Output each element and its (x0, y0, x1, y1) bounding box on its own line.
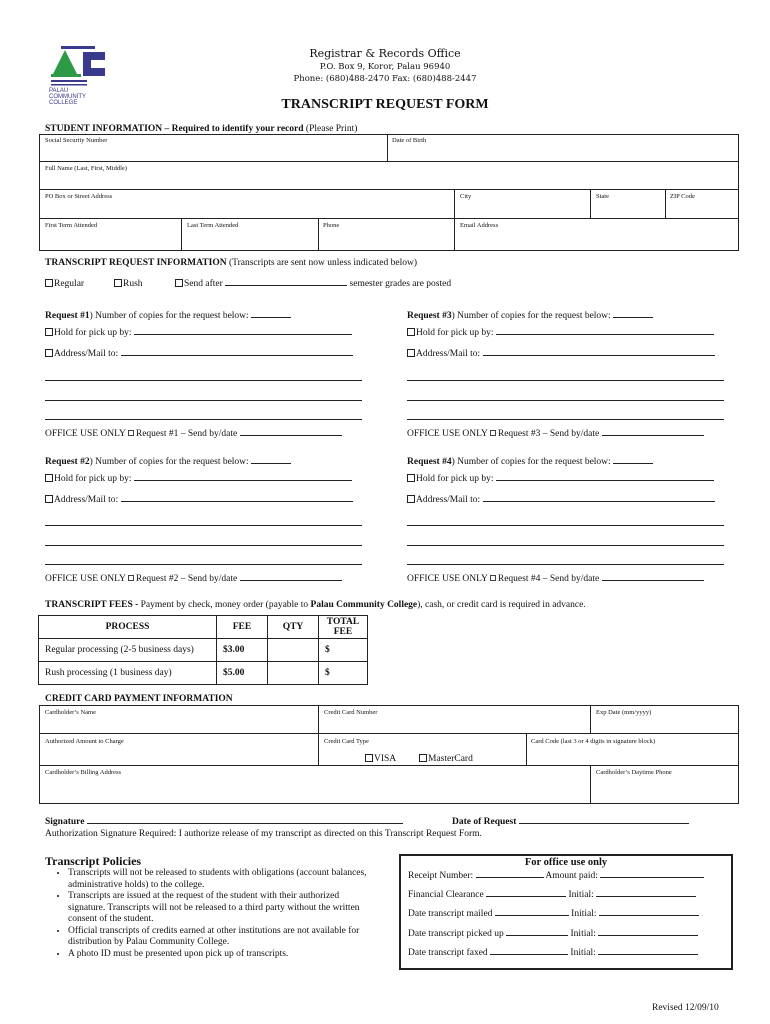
request-4-mail[interactable] (407, 495, 715, 505)
address-line[interactable] (407, 380, 724, 381)
request-heading (45, 258, 417, 268)
divider (387, 134, 388, 161)
page-title: TRANSCRIPT REQUEST FORM (281, 97, 489, 112)
card-type-label: Credit Card Type (324, 738, 369, 745)
policy-item: • Transcripts will not be released to students with obligations (account balances, administrative holds) to the college. (68, 868, 368, 891)
address-line[interactable] (45, 380, 362, 381)
clearance-label: Financial Clearance (408, 890, 484, 900)
student-heading (45, 124, 357, 134)
initial-input[interactable] (598, 935, 698, 936)
request-3-label: Request #3 (407, 311, 452, 321)
request-4-label: Request #4 (407, 457, 452, 467)
office-name: Registrar & Records Office (309, 47, 461, 60)
send-by-input[interactable] (602, 435, 704, 436)
initial-input[interactable] (598, 954, 698, 955)
request-2-copies (45, 457, 291, 467)
copies-label: ) Number of copies for the request below: (89, 457, 249, 467)
fee-cell: $3.00 (217, 639, 268, 662)
logo-text (49, 88, 86, 106)
address-line[interactable] (407, 545, 724, 546)
amount-input[interactable] (600, 877, 704, 878)
request-2-label: Request #2 (45, 457, 90, 467)
request-2-office (45, 574, 342, 584)
column-header: TOTAL FEE (319, 616, 368, 639)
picked-label: Date transcript picked up (408, 929, 504, 939)
divider (39, 161, 739, 162)
checkbox-icon[interactable] (407, 328, 415, 336)
divider (454, 189, 455, 251)
divider (39, 733, 739, 734)
divider (665, 189, 666, 218)
logo-text-line: COMMUNITY (49, 94, 86, 100)
fees-heading-college: Palau Community College (310, 600, 418, 610)
faxed-input[interactable] (490, 954, 568, 955)
copies-input[interactable] (251, 317, 291, 318)
hold-label: Hold for pick up by: (54, 474, 132, 484)
picked-input[interactable] (506, 935, 568, 936)
hold-input[interactable] (496, 334, 714, 335)
office-use-label: OFFICE USE ONLY (45, 429, 126, 439)
hold-input[interactable] (134, 334, 352, 335)
checkbox-icon[interactable] (175, 279, 183, 287)
logo-text-line: COLLEGE (49, 100, 78, 106)
receipt-row (408, 871, 704, 881)
address-line[interactable] (407, 419, 724, 420)
total-cell[interactable]: $ (319, 662, 368, 685)
regular-option[interactable] (45, 279, 84, 289)
address-line[interactable] (45, 400, 362, 401)
rush-option[interactable] (114, 279, 143, 289)
office-phone: Phone: (680)488-2470 Fax: (680)488-2447 (293, 74, 477, 84)
signature-label: Signature (45, 817, 85, 827)
office-use-label: OFFICE USE ONLY (407, 429, 488, 439)
send-by-label: Request #2 – Send by/date (135, 574, 238, 584)
checkbox-icon[interactable] (407, 349, 415, 357)
initial-label: Initial: (568, 890, 594, 900)
ssn-field[interactable]: Social Security Number (45, 137, 108, 144)
checkbox-icon[interactable] (128, 430, 134, 436)
copies-label: ) Number of copies for the request below: (89, 311, 249, 321)
last-term-field[interactable]: Last Term Attended (187, 222, 239, 229)
student-info-grid (39, 134, 739, 251)
divider (318, 705, 319, 766)
checkbox-icon[interactable] (114, 279, 122, 287)
credit-heading: CREDIT CARD PAYMENT INFORMATION (45, 694, 233, 704)
faxed-label: Date transcript faxed (408, 948, 488, 958)
request-3-copies (407, 311, 653, 321)
divider (590, 705, 591, 733)
request-1-copies (45, 311, 291, 321)
copies-input[interactable] (251, 463, 291, 464)
send-by-input[interactable] (602, 580, 704, 581)
card-code-field[interactable]: Card Code (last 3 or 4 digits in signature block) (531, 738, 656, 745)
checkbox-icon[interactable] (407, 495, 415, 503)
divider (39, 189, 739, 190)
table-row (39, 662, 368, 685)
hold-label: Hold for pick up by: (54, 328, 132, 338)
logo-text-line: PALAU (49, 88, 69, 94)
divider (39, 765, 739, 766)
initial-label: Initial: (571, 909, 597, 919)
hold-input[interactable] (134, 480, 352, 481)
policies-title: Transcript Policies (45, 854, 142, 868)
picked-row (408, 929, 698, 939)
mail-input[interactable] (483, 501, 715, 502)
address-line[interactable] (45, 419, 362, 420)
date-request-input[interactable] (519, 823, 689, 824)
copies-label: ) Number of copies for the request below: (451, 311, 611, 321)
initial-input[interactable] (599, 915, 699, 916)
request-1-label: Request #1 (45, 311, 90, 321)
request-heading-note: (Transcripts are sent now unless indicated below) (228, 258, 417, 268)
fees-heading (45, 600, 586, 610)
signature-input[interactable] (87, 823, 403, 824)
request-4-office (407, 574, 704, 584)
request-3-mail[interactable] (407, 349, 715, 359)
billing-address-field[interactable]: Cardholder’s Billing Address (45, 769, 122, 776)
checkbox-icon[interactable] (128, 575, 134, 581)
address-field[interactable]: PO Box or Street Address (45, 193, 113, 200)
address-line[interactable] (45, 525, 362, 526)
auth-amount-field[interactable]: Authorized Amount to Charge (45, 738, 124, 745)
signature-row (45, 817, 403, 827)
hold-input[interactable] (496, 480, 714, 481)
fees-heading-text: Payment by check, money order (payable to (140, 600, 309, 610)
fees-table (38, 615, 368, 685)
full-name-field[interactable]: Full Name (Last, First, Middle) (45, 165, 127, 172)
clearance-row (408, 890, 696, 900)
send-by-input[interactable] (240, 435, 342, 436)
semester-posted-label: semester grades are posted (349, 279, 452, 289)
policy-item: • Transcripts are issued at the request of the student with their authorized signature. Transcripts will not be released to a third party without the written consent of the student. (68, 891, 368, 926)
divider (318, 218, 319, 251)
checkbox-icon[interactable] (45, 279, 53, 287)
mailed-label: Date transcript mailed (408, 909, 493, 919)
qty-cell[interactable] (268, 662, 319, 685)
send-after-option[interactable] (175, 279, 451, 289)
table-row (39, 639, 368, 662)
copies-input[interactable] (613, 463, 653, 464)
office-use-label: OFFICE USE ONLY (45, 574, 126, 584)
student-heading-note: (Please Print) (305, 124, 358, 134)
address-line[interactable] (407, 525, 724, 526)
exp-date-field[interactable]: Exp Date (mm/yyyy) (596, 709, 652, 716)
mail-label: Address/Mail to: (54, 495, 119, 505)
mail-input[interactable] (483, 355, 715, 356)
checkbox-icon[interactable] (490, 430, 496, 436)
date-request-label: Date of Request (452, 817, 517, 827)
process-cell: Rush processing (1 business day) (39, 662, 217, 685)
initial-label: Initial: (570, 929, 596, 939)
address-line[interactable] (45, 545, 362, 546)
copies-input[interactable] (613, 317, 653, 318)
total-cell[interactable]: $ (319, 639, 368, 662)
mail-label: Address/Mail to: (54, 349, 119, 359)
amount-label: Amount paid: (545, 871, 598, 881)
request-4-copies (407, 457, 653, 467)
request-2-mail[interactable] (45, 495, 353, 505)
checkbox-icon[interactable] (45, 495, 53, 503)
request-heading-bold: TRANSCRIPT REQUEST INFORMATION (45, 258, 227, 268)
divider (526, 733, 527, 765)
divider (39, 218, 739, 219)
request-1-hold[interactable] (45, 328, 352, 338)
send-by-label: Request #1 – Send by/date (135, 429, 238, 439)
email-field[interactable]: Email Address (460, 222, 499, 229)
card-number-field[interactable]: Credit Card Number (324, 709, 378, 716)
send-after-label: Send after (184, 279, 223, 289)
semester-input[interactable] (225, 285, 347, 286)
request-3-hold[interactable] (407, 328, 714, 338)
send-by-label: Request #4 – Send by/date (497, 574, 600, 584)
column-header: PROCESS (39, 616, 217, 639)
checkbox-icon[interactable] (45, 328, 53, 336)
table-header-row (39, 616, 368, 639)
checkbox-icon[interactable] (365, 754, 373, 762)
process-cell: Regular processing (2-5 business days) (39, 639, 217, 662)
office-use-label: OFFICE USE ONLY (407, 574, 488, 584)
request-1-office (45, 429, 342, 439)
office-use-title: For office use only (524, 857, 608, 868)
mailed-input[interactable] (495, 915, 569, 916)
divider (181, 218, 182, 251)
column-header: FEE (217, 616, 268, 639)
request-4-hold[interactable] (407, 474, 714, 484)
mail-label: Address/Mail to: (416, 349, 481, 359)
receipt-label: Receipt Number: (408, 871, 474, 881)
visa-option[interactable] (365, 754, 396, 764)
dob-field[interactable]: Date of Birth (392, 137, 427, 144)
first-term-field[interactable]: First Term Attended (45, 222, 98, 229)
checkbox-icon[interactable] (407, 474, 415, 482)
mail-input[interactable] (121, 355, 353, 356)
policies-list (46, 868, 368, 960)
faxed-row (408, 948, 698, 958)
city-field[interactable]: City (460, 193, 472, 200)
address-line[interactable] (45, 564, 362, 565)
divider (590, 765, 591, 804)
student-heading-bold: STUDENT INFORMATION – Required to identify your record (45, 124, 304, 134)
initial-label: Initial: (570, 948, 596, 958)
mastercard-label: MasterCard (428, 754, 473, 764)
column-header: QTY (268, 616, 319, 639)
mastercard-option[interactable] (419, 754, 473, 764)
divider (590, 189, 591, 218)
checkbox-icon[interactable] (45, 349, 53, 357)
qty-cell[interactable] (268, 639, 319, 662)
hold-label: Hold for pick up by: (416, 474, 494, 484)
hold-label: Hold for pick up by: (416, 328, 494, 338)
fees-heading-bold: TRANSCRIPT FEES - (45, 600, 139, 610)
send-by-input[interactable] (240, 580, 342, 581)
revised-date: Revised 12/09/10 (652, 1003, 719, 1013)
zip-field[interactable]: ZIP Code (670, 193, 695, 200)
checkbox-icon[interactable] (419, 754, 427, 762)
fee-cell: $5.00 (217, 662, 268, 685)
cardholder-field[interactable]: Cardholder’s Name (45, 709, 96, 716)
policy-item: • Official transcripts of credits earned at other institutions are not available for distribution by Palau Community College. (68, 926, 368, 949)
checkbox-icon[interactable] (45, 474, 53, 482)
send-by-label: Request #3 – Send by/date (497, 429, 600, 439)
fees-heading-tail: ), cash, or credit card is required in advance. (417, 600, 586, 610)
address-line[interactable] (407, 400, 724, 401)
rush-label: Rush (123, 279, 143, 289)
mail-label: Address/Mail to: (416, 495, 481, 505)
office-address: P.O. Box 9, Koror, Palau 96940 (319, 62, 451, 72)
daytime-phone-field[interactable]: Cardholder’s Daytime Phone (596, 769, 672, 776)
checkbox-icon[interactable] (490, 575, 496, 581)
clearance-input[interactable] (486, 896, 566, 897)
date-request-row (452, 817, 689, 827)
request-3-office (407, 429, 704, 439)
mail-input[interactable] (121, 501, 353, 502)
request-1-mail[interactable] (45, 349, 353, 359)
receipt-input[interactable] (476, 877, 544, 878)
copies-label: ) Number of copies for the request below: (451, 457, 611, 467)
address-line[interactable] (407, 564, 724, 565)
initial-input[interactable] (596, 896, 696, 897)
state-field[interactable]: State (596, 193, 609, 200)
regular-label: Regular (54, 279, 85, 289)
phone-field[interactable]: Phone (323, 222, 340, 229)
authorization-text: Authorization Signature Required: I authorize release of my transcript as directed on this Transcript Request Form. (45, 829, 482, 839)
request-2-hold[interactable] (45, 474, 352, 484)
mailed-row (408, 909, 699, 919)
visa-label: VISA (374, 754, 397, 764)
policy-item: • A photo ID must be presented upon pick up of transcripts. (68, 949, 368, 961)
